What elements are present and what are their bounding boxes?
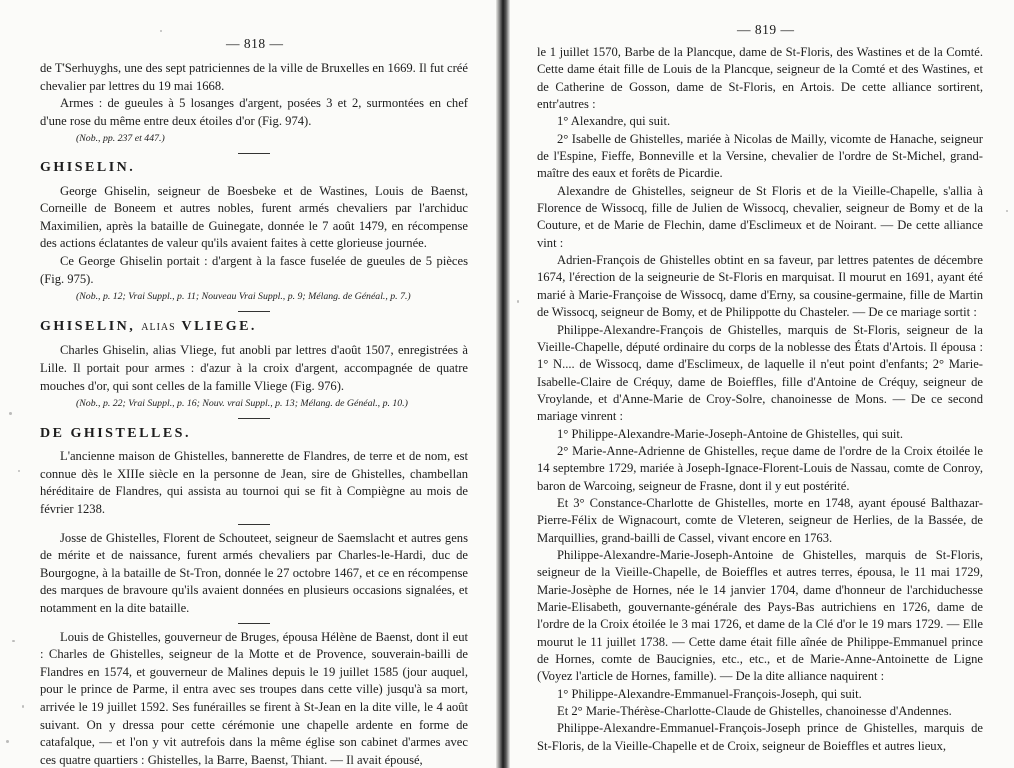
paragraph: Philippe-Alexandre-Marie-Joseph-Antoine de Ghistelles, marquis de St-Floris, seigneur de la Vieille-Chapelle, de Boieffles et autres terres, épousa, le 11 mai 1729, Marie-Josèphe de Hornes, née le 14 janvier 1704, dame d'honneur de l'archiduchesse Marie-Elisabeth, gouvernante-générale des Pays-Bas autrichiens en 1726, dame de l'ordre de la Croix étoilée le 3 mai 1726, et dame de la Clé d'or le 19 mars 1729. — Elle mourut le 11 juillet 1738. — Cette dame était fille aînée de Philippe-Emmanuel prince de Hornes, comte de Baucignies, etc., etc., et de Marie-Anne-Antoinette de Ligne (Voyez l'article de Hornes, famille). — De la dite alliance naquirent : bbox=[537, 547, 983, 684]
right-page bbox=[511, 0, 1014, 768]
title-vliege: VLIEGE. bbox=[181, 318, 257, 334]
section-title-ghiselin: GHISELIN. bbox=[40, 159, 136, 175]
separator-rule bbox=[238, 311, 270, 312]
left-page bbox=[0, 0, 498, 768]
paragraph: L'ancienne maison de Ghistelles, bannerette de Flandres, de terre et de nom, est connue dès le XIIIe siècle en la personne de Jean, sire de Ghistelles, chambellan héréditaire de Flandres, qui assista au tournoi qui se fit à Compiègne au mois de février 1238. bbox=[40, 449, 468, 517]
section-title-de-ghistelles: DE GHISTELLES. bbox=[40, 425, 191, 441]
separator-rule bbox=[238, 418, 270, 419]
list-item: 2° Marie-Anne-Adrienne de Ghistelles, reçue dame de l'ordre de la Croix étoilée le 14 septembre 1729, mariée à Joseph-Ignace-Florent-Louis de Nassau, comte de Conroy, baron de Warcoing, seigneur de Frasne, dont il y eut postérité. bbox=[537, 443, 983, 493]
page-number: — 818 — bbox=[226, 36, 284, 51]
list-item: 1° Alexandre, qui suit. bbox=[557, 114, 671, 129]
list-item: Et 3° Constance-Charlotte de Ghistelles, morte en 1748, ayant épousé Balthazar-Pierre-Félix de Wignacourt, comte de Vleteren, seigneur de Herlies, de la Bassée, de Marquillies, grand-bailli de Cassel, vivant encore en 1763. bbox=[537, 495, 983, 545]
separator-rule bbox=[238, 524, 270, 525]
list-item: Et 2° Marie-Thérèse-Charlotte-Claude de Ghistelles, chanoinesse d'Andennes. bbox=[557, 704, 952, 719]
paragraph: Adrien-François de Ghistelles obtint en sa faveur, par lettres patentes de décembre 1674, l'érection de la seigneurie de St-Floris en marquisat. Il mourut en 1691, ayant été marié à Marie-Françoise de Wissocq, dame d'Erny, sa cousine-germaine, fille de Martin de Wissocq, seigneur de Bomy, et de Philippotte du Chasteler. — De ce mariage sortit : bbox=[537, 253, 983, 320]
title-ghiselin: GHISELIN, bbox=[40, 318, 136, 334]
paragraph: Charles Ghiselin, alias Vliege, fut anobli par lettres d'août 1507, enregistrées à Lille. Il portait pour armes : d'azur à la croix d'argent, accompagnée de quatre mouches d'or, qui sont celles de la famille Vliege (Fig. 976). bbox=[40, 343, 468, 393]
book-gutter bbox=[496, 0, 510, 768]
scan-speck bbox=[9, 412, 12, 415]
section-title-ghiselin-vliege bbox=[40, 318, 468, 337]
source-reference: (Nob., pp. 237 et 447.) bbox=[76, 133, 165, 145]
scan-speck bbox=[1006, 210, 1008, 212]
armes-paragraph: Armes : de gueules à 5 losanges d'argent, posées 3 et 2, surmontées en chef d'une rose du même entre deux étoiles d'or (Fig. 974). bbox=[40, 96, 468, 128]
paragraph: George Ghiselin, seigneur de Boesbeke et de Wastines, Louis de Baenst, Corneille de Boneem et autres nobles, furent armés chevaliers par l'archiduc Maximilien, après la bataille de Guinegate, donnée le 7 août 1479, en récompense des actions éclatantes de valeur qu'ils avaient faites à cette glorieuse journée. bbox=[40, 183, 468, 251]
paragraph: le 1 juillet 1570, Barbe de la Plancque, dame de St-Floris, des Wastines et de la Comté. Cette dame était fille de Louis de la Plancque, seigneur de la Comté et des Wastines, et de Catherine de Gosson, dame de St-Floris, en Artois. De cette alliance sortirent, entr'autres : bbox=[537, 45, 983, 112]
paragraph: Philippe-Alexandre-François de Ghistelles, marquis de St-Floris, seigneur de la Vieille-Chapelle, député ordinaire du corps de la noblesse des États d'Artois. Il épousa : 1° N.... de Wissocq, dame d'Esclimeux, de laquelle il n'eut point d'enfants; 2° Marie-Isabelle-Claire de Créquy, dame de Boieffles, fille d'Antoine de Créquy, seigneur de Vroylande, et d'Anne-Marie de Croy-Solre, chanoinesse de Mons. — De ce second mariage vinrent : bbox=[537, 322, 983, 424]
source-reference: (Nob., p. 22; Vrai Suppl., p. 16; Nouv. vrai Suppl., p. 13; Mélang. de Généal., p. 10.) bbox=[76, 398, 408, 410]
scan-speck bbox=[160, 30, 162, 32]
list-item: 1° Philippe-Alexandre-Marie-Joseph-Antoine de Ghistelles, qui suit. bbox=[557, 426, 904, 441]
page-number: — 819 — bbox=[737, 22, 795, 37]
source-reference: (Nob., p. 12; Vrai Suppl., p. 11; Nouveau Vrai Suppl., p. 9; Mélang. de Généal., p. 7.) bbox=[76, 291, 411, 303]
scan-speck bbox=[6, 740, 9, 743]
right-page-text bbox=[537, 44, 983, 755]
scan-speck bbox=[517, 300, 519, 303]
list-item: 2° Isabelle de Ghistelles, mariée à Nicolas de Mailly, vicomte de Hanache, seigneur de l'Espine, Fieffe, Bonneville et la Versine, chevalier de l'ordre de St-Michel, grand-maître des eaux et forêts de Picardie. bbox=[537, 131, 983, 181]
scan-speck bbox=[22, 705, 24, 708]
left-page-text bbox=[40, 60, 468, 768]
paragraph: Ce George Ghiselin portait : d'argent à la fasce fuselée de gueules de 5 pièces (Fig. 975). bbox=[40, 253, 468, 286]
separator-rule bbox=[238, 623, 270, 624]
paragraph: Alexandre de Ghistelles, seigneur de St Floris et de la Vieille-Chapelle, s'allia à Florence de Wissocq, fille de Julien de Wissocq, chevalier, seigneur de Bomy et de la Couture, et de Marie de Flechin, dame d'Esclimeux et de Noirant. — De cette alliance vint : bbox=[537, 183, 983, 250]
title-alias: ALIAS bbox=[141, 321, 176, 333]
scan-speck bbox=[18, 470, 20, 472]
list-item: 1° Philippe-Alexandre-Emmanuel-François-Joseph, qui suit. bbox=[557, 686, 862, 701]
paragraph: de T'Serhuyghs, une des sept patriciennes de la ville de Bruxelles en 1669. Il fut créé chevalier par lettres du 19 mai 1668. bbox=[40, 61, 468, 93]
scan-speck bbox=[12, 640, 15, 642]
separator-rule bbox=[238, 153, 270, 154]
paragraph: Josse de Ghistelles, Florent de Schouteet, seigneur de Saemslacht et autres gens de mérite et de naissance, furent armés chevaliers par Charles-le-Hardi, duc de Bourgogne, à la bataille de St-Tron, donnée le 27 octobre 1467, et ce en récompense des marques de bravoure qu'ils avaient données en plusieurs occasions signalées, et notamment en la dite bataille. bbox=[40, 530, 468, 616]
paragraph: Louis de Ghistelles, gouverneur de Bruges, épousa Hélène de Baenst, dont il eut : Charles de Ghistelles, seigneur de la Motte et de Provence, souverain-bailli de Flandres en 1574, et gouverneur de Malines depuis le 19 juillet 1585 (jour auquel, pour le prince de Parme, il entra avec ses troupes dans cette ville) jusqu'à sa mort, arrivée le 19 juillet 1592. Ses funérailles se firent à St-Jean en la dite ville, le 4 août suivant. On y dressa pour cette cérémonie une chapelle ardente en forme de catafalque, — et l'on y vit autrefois dans la même église son cabinet d'armes avec ces quatre quartiers : Ghistelles, la Barre, Baenst, Thiant. — Il avait épousé, bbox=[40, 629, 468, 767]
paragraph: Philippe-Alexandre-Emmanuel-François-Joseph prince de Ghistelles, marquis de St-Floris, de la Vieille-Chapelle et de Croix, seigneur de Boieffles et autres lieux, bbox=[537, 721, 983, 753]
